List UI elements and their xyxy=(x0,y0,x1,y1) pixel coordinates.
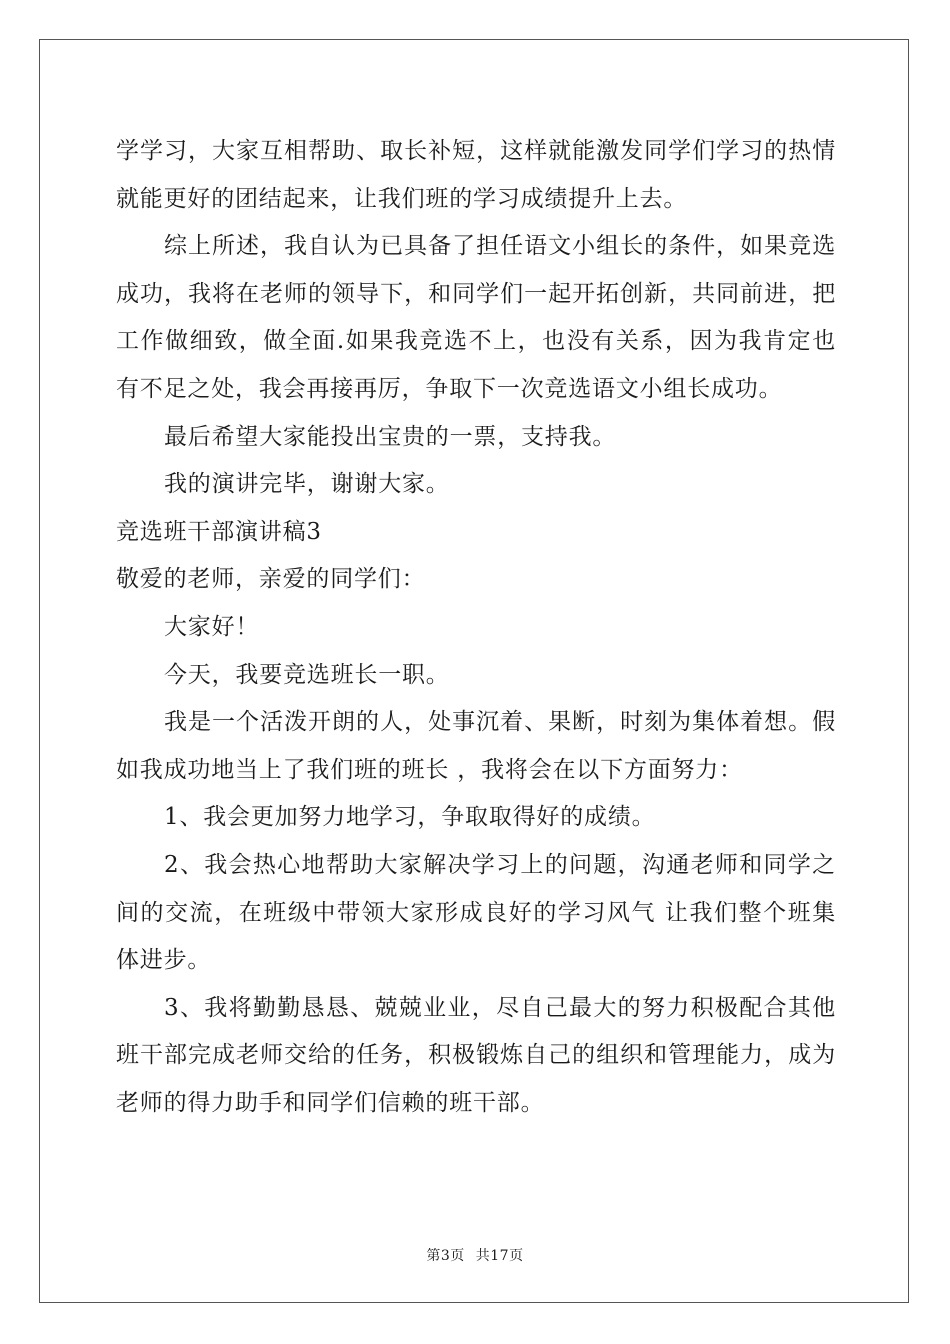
paragraph-1: 学学习，大家互相帮助、取长补短，这样就能激发同学们学习的热情就能更好的团结起来，让我们班的学习成绩提升上去。 xyxy=(116,138,836,212)
section-heading: 竞选班干部演讲稿3 xyxy=(116,518,322,545)
paragraph-4: 我的演讲完毕，谢谢大家。 xyxy=(164,471,450,498)
page-total: 共17页 xyxy=(475,1248,524,1264)
salutation: 敬爱的老师，亲爱的同学们： xyxy=(116,566,426,593)
page-footer xyxy=(0,1245,950,1265)
list-item-1: 1、我会更加努力地学习，争取取得好的成绩。 xyxy=(164,804,656,831)
paragraph-intro: 今天，我要竞选班长一职。 xyxy=(164,661,450,688)
greeting: 大家好！ xyxy=(164,613,260,640)
list-item-2: 2、我会热心地帮助大家解决学习上的问题，沟通老师和同学之间的交流，在班级中带领大家形成良好的学习风气 让我们整个班集体进步。 xyxy=(116,851,836,974)
list-item-3: 3、我将勤勤恳恳、兢兢业业，尽自己最大的努力积极配合其他班干部完成老师交给的任务，积极锻炼自己的组织和管理能力，成为老师的得力助手和同学们信赖的班干部。 xyxy=(116,994,836,1116)
document-body xyxy=(116,128,836,1127)
paragraph-2: 综上所述，我自认为已具备了担任语文小组长的条件，如果竞选成功，我将在老师的领导下，和同学们一起开拓创新，共同前进，把工作做细致，做全面.如果我竞选不上，也没有关系，因为我肯定也有不足之处，我会再接再厉，争取下一次竞选语文小组长成功。 xyxy=(116,233,836,402)
page-number: 第3页 xyxy=(426,1248,465,1264)
paragraph-3: 最后希望大家能投出宝贵的一票，支持我。 xyxy=(164,423,617,450)
paragraph-self: 我是一个活泼开朗的人，处事沉着、果断，时刻为集体着想。假如我成功地当上了我们班的班长 ，我将会在以下方面努力： xyxy=(116,709,836,783)
